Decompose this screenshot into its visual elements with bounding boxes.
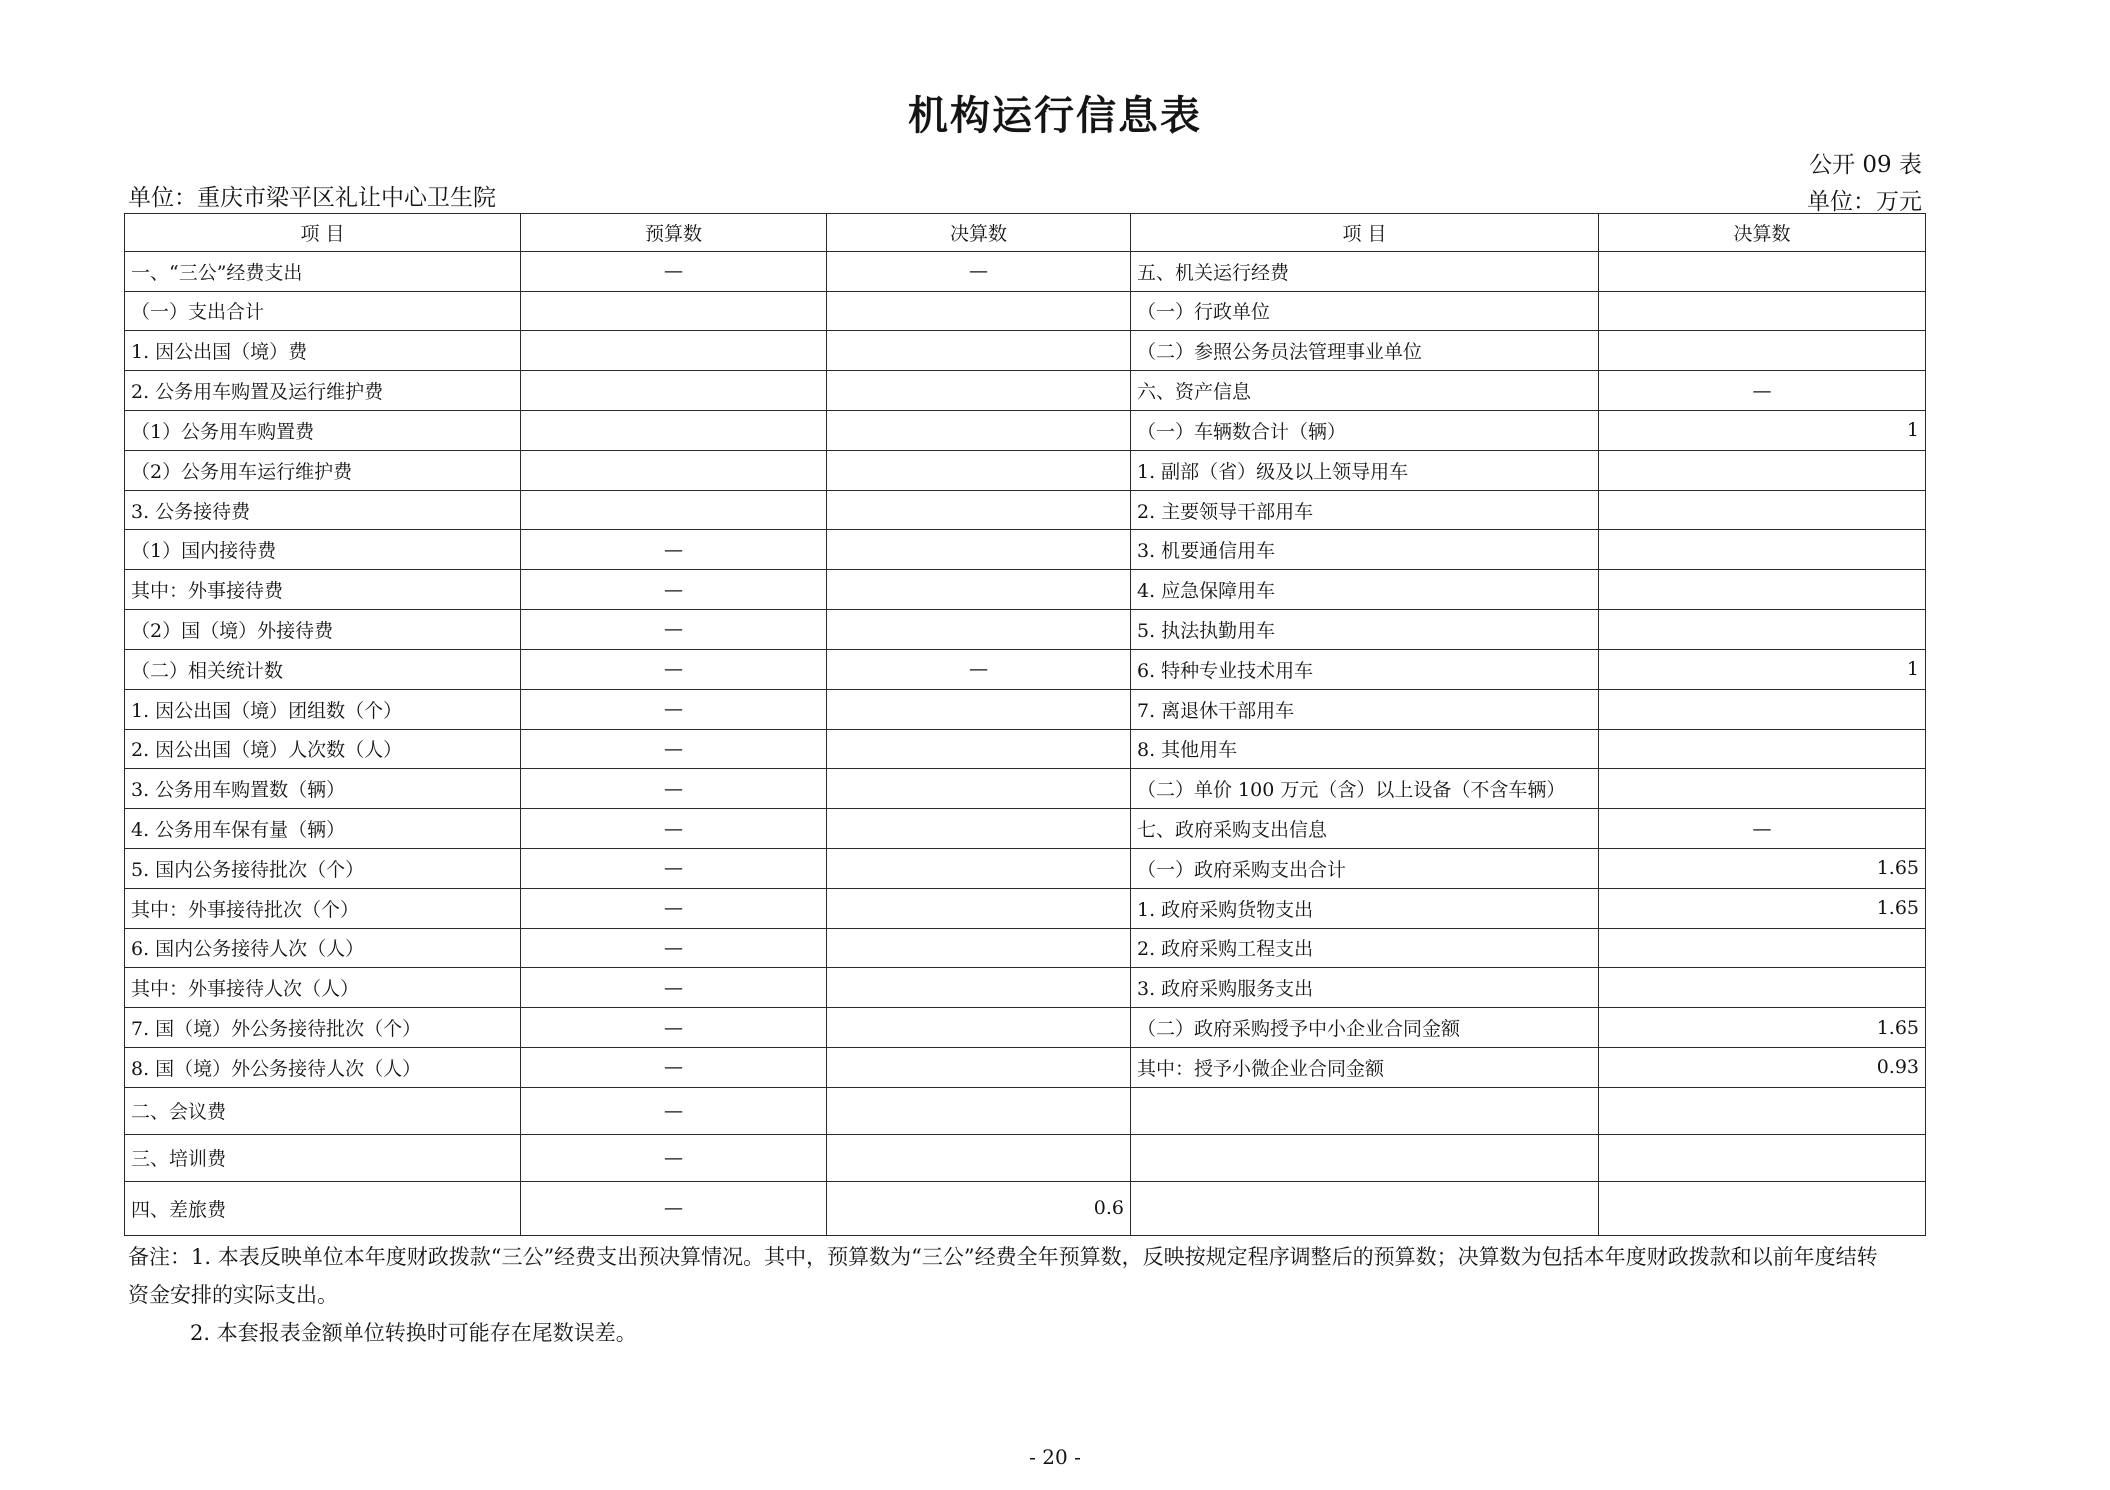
reporting-unit: 单位：重庆市梁平区礼让中心卫生院 (128, 185, 496, 211)
left-item-label: 3. 公务接待费 (125, 490, 521, 530)
left-final-value (827, 291, 1131, 331)
left-final-value (827, 411, 1131, 451)
left-item-label: （1）国内接待费 (125, 530, 521, 570)
left-item-label: 1. 因公出国（境）团组数（个） (125, 689, 521, 729)
left-final-value (827, 331, 1131, 371)
right-item-label: 7. 离退休干部用车 (1131, 689, 1599, 729)
right-final-value: 1.65 (1599, 1008, 1926, 1048)
left-final-value (827, 809, 1131, 849)
left-budget-value: — (521, 769, 827, 809)
left-final-value (827, 689, 1131, 729)
right-final-value (1599, 769, 1926, 809)
right-final-value (1599, 530, 1926, 570)
left-final-value: — (827, 649, 1131, 689)
notes (128, 1238, 2088, 1352)
right-final-value (1599, 490, 1926, 530)
table-row (125, 848, 1926, 888)
right-item-label (1131, 1087, 1599, 1134)
right-final-value (1599, 291, 1926, 331)
left-budget-value (521, 291, 827, 331)
table-row (125, 251, 1926, 291)
table-row (125, 729, 1926, 769)
right-item-label: 4. 应急保障用车 (1131, 570, 1599, 610)
left-item-label: 6. 国内公务接待人次（人） (125, 928, 521, 968)
left-item-label: 其中：外事接待批次（个） (125, 888, 521, 928)
right-final-value: 0.93 (1599, 1048, 1926, 1088)
left-item-label: 2. 因公出国（境）人次数（人） (125, 729, 521, 769)
left-budget-value: — (521, 530, 827, 570)
right-final-value: — (1599, 371, 1926, 411)
right-item-label: 6. 特种专业技术用车 (1131, 649, 1599, 689)
left-item-label: （一）支出合计 (125, 291, 521, 331)
left-item-label: 5. 国内公务接待批次（个） (125, 848, 521, 888)
right-item-label: 六、资产信息 (1131, 371, 1599, 411)
left-item-label: 1. 因公出国（境）费 (125, 331, 521, 371)
left-final-value (827, 848, 1131, 888)
left-budget-value: — (521, 968, 827, 1008)
institution-operation-table (124, 213, 1926, 1236)
table-row (125, 570, 1926, 610)
left-item-label: 8. 国（境）外公务接待人次（人） (125, 1048, 521, 1088)
right-item-label: （二）单价 100 万元（含）以上设备（不含车辆） (1131, 769, 1599, 809)
left-item-label: 其中：外事接待人次（人） (125, 968, 521, 1008)
right-final-value (1599, 729, 1926, 769)
left-final-value (827, 490, 1131, 530)
header-left-item: 项 目 (125, 214, 521, 252)
right-final-value (1599, 570, 1926, 610)
page-number: - 20 - (1029, 1445, 1081, 1469)
table-header-row (125, 214, 1926, 252)
header-right-final: 决算数 (1599, 214, 1926, 252)
left-final-value (827, 1008, 1131, 1048)
right-item-label: 3. 政府采购服务支出 (1131, 968, 1599, 1008)
left-budget-value: — (521, 1181, 827, 1235)
left-item-label: （2）公务用车运行维护费 (125, 450, 521, 490)
right-final-value (1599, 928, 1926, 968)
right-final-value (1599, 331, 1926, 371)
left-budget-value (521, 411, 827, 451)
left-final-value (827, 1087, 1131, 1134)
right-final-value: — (1599, 809, 1926, 849)
table-row (125, 450, 1926, 490)
right-item-label: 其中：授予小微企业合同金额 (1131, 1048, 1599, 1088)
left-final-value (827, 968, 1131, 1008)
right-item-label: 8. 其他用车 (1131, 729, 1599, 769)
left-final-value (827, 888, 1131, 928)
left-budget-value (521, 490, 827, 530)
right-item-label: （一）车辆数合计（辆） (1131, 411, 1599, 451)
right-item-label: 1. 副部（省）级及以上领导用车 (1131, 450, 1599, 490)
left-budget-value: — (521, 570, 827, 610)
left-item-label: 二、会议费 (125, 1087, 521, 1134)
right-final-value: 1 (1599, 411, 1926, 451)
header-left-final: 决算数 (827, 214, 1131, 252)
table-row (125, 490, 1926, 530)
right-final-value (1599, 610, 1926, 650)
left-budget-value: — (521, 1134, 827, 1181)
left-final-value (827, 610, 1131, 650)
left-budget-value: — (521, 729, 827, 769)
left-final-value (827, 450, 1131, 490)
left-item-label: 四、差旅费 (125, 1181, 521, 1235)
right-final-value: 1.65 (1599, 848, 1926, 888)
right-final-value (1599, 1181, 1926, 1235)
right-final-value (1599, 450, 1926, 490)
right-item-label: 五、机关运行经费 (1131, 251, 1599, 291)
right-item-label: 3. 机要通信用车 (1131, 530, 1599, 570)
left-final-value (827, 1134, 1131, 1181)
currency-unit: 单位：万元 (1807, 189, 1922, 215)
right-final-value: 1 (1599, 649, 1926, 689)
left-final-value: — (827, 251, 1131, 291)
table-row (125, 649, 1926, 689)
left-budget-value: — (521, 928, 827, 968)
left-budget-value: — (521, 649, 827, 689)
table-row (125, 331, 1926, 371)
left-final-value (827, 729, 1131, 769)
table-row (125, 769, 1926, 809)
left-final-value (827, 769, 1131, 809)
left-final-value (827, 570, 1131, 610)
left-budget-value: — (521, 888, 827, 928)
right-item-label (1131, 1181, 1599, 1235)
left-item-label: （2）国（境）外接待费 (125, 610, 521, 650)
table-row (125, 968, 1926, 1008)
right-item-label: 5. 执法执勤用车 (1131, 610, 1599, 650)
header-left-budget: 预算数 (521, 214, 827, 252)
table-row (125, 1087, 1926, 1134)
left-item-label: 3. 公务用车购置数（辆） (125, 769, 521, 809)
table-row (125, 530, 1926, 570)
left-item-label: 其中：外事接待费 (125, 570, 521, 610)
header-right-item: 项 目 (1131, 214, 1599, 252)
left-item-label: 2. 公务用车购置及运行维护费 (125, 371, 521, 411)
table-row (125, 1134, 1926, 1181)
left-budget-value: — (521, 848, 827, 888)
table-row (125, 928, 1926, 968)
right-item-label: （二）参照公务员法管理事业单位 (1131, 331, 1599, 371)
table-row (125, 809, 1926, 849)
left-final-value (827, 371, 1131, 411)
left-final-value (827, 928, 1131, 968)
right-item-label: 2. 政府采购工程支出 (1131, 928, 1599, 968)
table-row (125, 1008, 1926, 1048)
left-budget-value: — (521, 251, 827, 291)
table-row (125, 610, 1926, 650)
note-line-3: 2. 本套报表金额单位转换时可能存在尾数误差。 (190, 1321, 637, 1345)
right-final-value (1599, 251, 1926, 291)
left-budget-value: — (521, 610, 827, 650)
right-final-value (1599, 1134, 1926, 1181)
right-final-value (1599, 1087, 1926, 1134)
right-item-label: 2. 主要领导干部用车 (1131, 490, 1599, 530)
left-budget-value: — (521, 1087, 827, 1134)
left-budget-value (521, 331, 827, 371)
table-row (125, 888, 1926, 928)
left-budget-value: — (521, 689, 827, 729)
right-item-label: （一）政府采购支出合计 (1131, 848, 1599, 888)
left-final-value: 0.6 (827, 1181, 1131, 1235)
right-final-value (1599, 968, 1926, 1008)
left-item-label: 一、“三公”经费支出 (125, 251, 521, 291)
right-item-label: （一）行政单位 (1131, 291, 1599, 331)
table-row (125, 371, 1926, 411)
right-item-label: 七、政府采购支出信息 (1131, 809, 1599, 849)
note-line-1: 备注：1. 本表反映单位本年度财政拨款“三公”经费支出预决算情况。其中，预算数为“三公”经费全年预算数，反映按规定程序调整后的预算数；决算数为包括本年度财政拨款和以前年度结转 (128, 1245, 1878, 1269)
left-budget-value: — (521, 1048, 827, 1088)
left-item-label: 三、培训费 (125, 1134, 521, 1181)
table-row (125, 411, 1926, 451)
left-budget-value: — (521, 1008, 827, 1048)
left-item-label: 7. 国（境）外公务接待批次（个） (125, 1008, 521, 1048)
right-final-value: 1.65 (1599, 888, 1926, 928)
form-number: 公开 09 表 (1809, 152, 1922, 178)
right-item-label: （二）政府采购授予中小企业合同金额 (1131, 1008, 1599, 1048)
left-item-label: （二）相关统计数 (125, 649, 521, 689)
note-line-2: 资金安排的实际支出。 (128, 1283, 338, 1307)
table-row (125, 1048, 1926, 1088)
left-item-label: （1）公务用车购置费 (125, 411, 521, 451)
right-item-label (1131, 1134, 1599, 1181)
left-final-value (827, 530, 1131, 570)
left-budget-value: — (521, 809, 827, 849)
table-row (125, 291, 1926, 331)
left-budget-value (521, 450, 827, 490)
left-budget-value (521, 371, 827, 411)
table-row (125, 1181, 1926, 1235)
right-item-label: 1. 政府采购货物支出 (1131, 888, 1599, 928)
left-final-value (827, 1048, 1131, 1088)
page-title: 机构运行信息表 (908, 92, 1202, 139)
right-final-value (1599, 689, 1926, 729)
left-item-label: 4. 公务用车保有量（辆） (125, 809, 521, 849)
table-row (125, 689, 1926, 729)
